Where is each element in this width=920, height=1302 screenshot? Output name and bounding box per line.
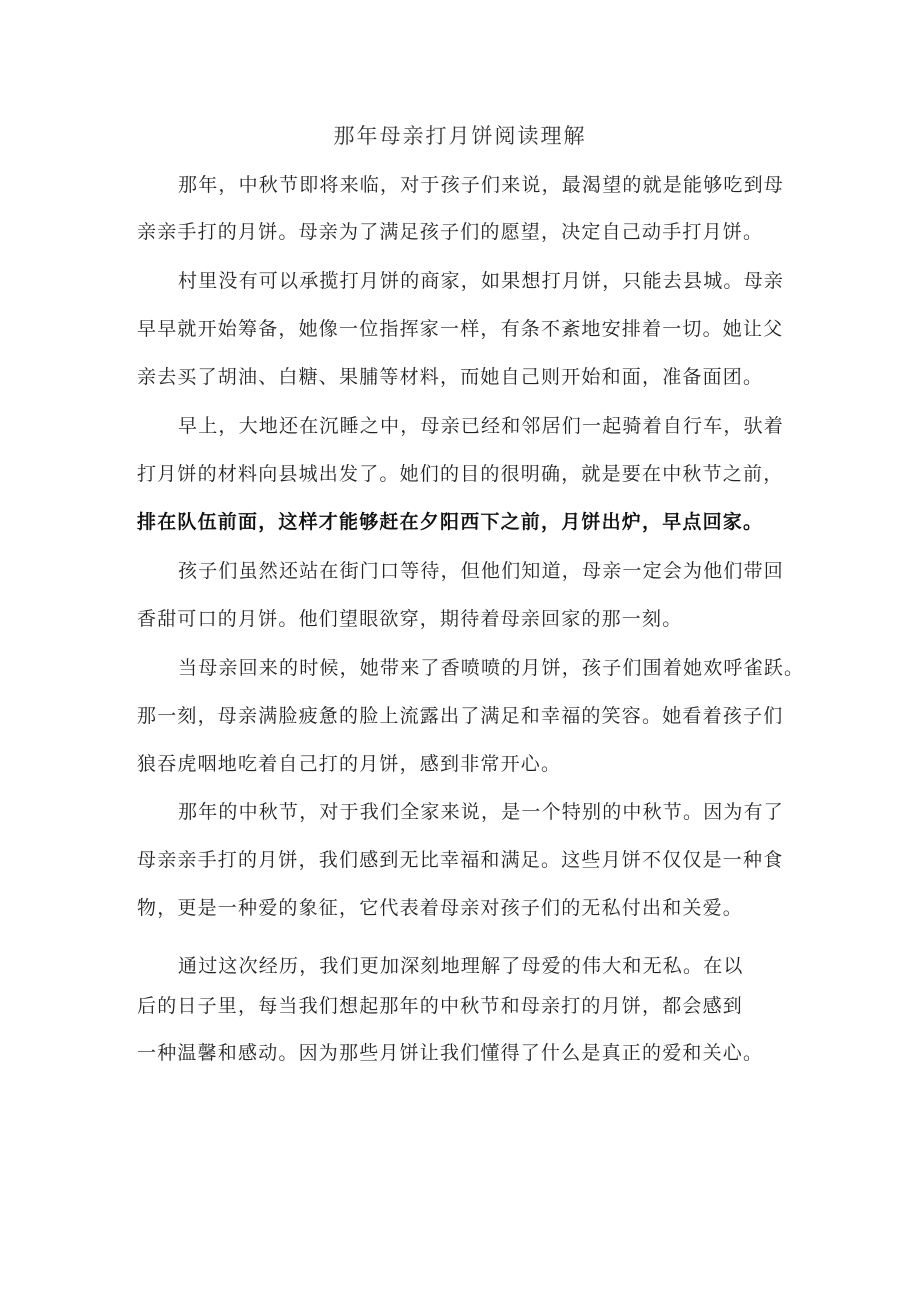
paragraph-3-line-3: 排在队伍前面，这样才能够赶在夕阳西下之前，月饼出炉，早点回家。 [137, 511, 764, 533]
paragraph-6-line-1: 那年的中秋节，对于我们全家来说，是一个特别的中秋节。因为有了 [178, 801, 785, 823]
paragraph-2-line-2: 早早就开始筹备，她像一位指挥家一样，有条不紊地安排着一切。她让父 [137, 318, 784, 340]
paragraph-1-line-2: 亲亲手打的月饼。母亲为了满足孩子们的愿望，决定自己动手打月饼。 [137, 221, 764, 243]
paragraph-4-line-1: 孩子们虽然还站在街门口等待，但他们知道，母亲一定会为他们带回 [178, 560, 785, 582]
paragraph-7-line-2: 后的日子里，每当我们想起那年的中秋节和母亲打的月饼，都会感到 [137, 995, 744, 1017]
document-title: 那年母亲打月饼阅读理解 [333, 124, 587, 148]
paragraph-3-line-1: 早上，大地还在沉睡之中，母亲已经和邻居们一起骑着自行车，驮着 [178, 415, 785, 437]
paragraph-6-line-2: 母亲亲手打的月饼，我们感到无比幸福和满足。这些月饼不仅仅是一种食 [137, 849, 784, 871]
paragraph-5-line-1: 当母亲回来的时候，她带来了香喷喷的月饼，孩子们围着她欢呼雀跃。 [178, 657, 805, 679]
paragraph-1-line-1: 那年，中秋节即将来临，对于孩子们来说，最渴望的就是能够吃到母 [178, 174, 785, 196]
paragraph-2-line-3: 亲去买了胡油、白糖、果脯等材料，而她自己则开始和面，准备面团。 [137, 366, 764, 388]
paragraph-3-line-2: 打月饼的材料向县城出发了。她们的目的很明确，就是要在中秋节之前， [137, 463, 784, 485]
paragraph-4-line-2: 香甜可口的月饼。他们望眼欲穿，期待着母亲回家的那一刻。 [137, 608, 683, 630]
paragraph-7-line-1: 通过这次经历，我们更加深刻地理解了母爱的伟大和无私。在以 [178, 955, 744, 977]
paragraph-7-line-3: 一种温馨和感动。因为那些月饼让我们懂得了什么是真正的爱和关心。 [137, 1042, 764, 1064]
paragraph-2-line-1: 村里没有可以承揽打月饼的商家，如果想打月饼，只能去县城。母亲 [178, 270, 785, 292]
paragraph-5-line-3: 狼吞虎咽地吃着自己打的月饼，感到非常开心。 [137, 753, 562, 775]
paragraph-6-line-3: 物，更是一种爱的象征，它代表着母亲对孩子们的无私付出和关爱。 [137, 897, 744, 919]
paragraph-5-line-2: 那一刻，母亲满脸疲惫的脸上流露出了满足和幸福的笑容。她看着孩子们 [137, 705, 784, 727]
